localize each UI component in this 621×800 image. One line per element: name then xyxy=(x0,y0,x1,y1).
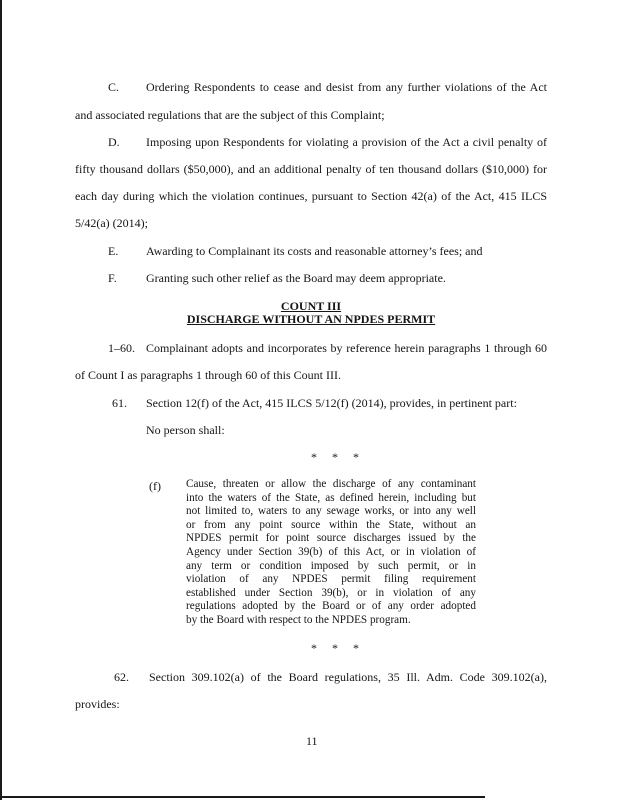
para-61-intro: No person shall: xyxy=(146,423,225,437)
item-d-line3: each day during which the violation continues, pursuant to Section 42(a) of the Act, 415 ILCS xyxy=(75,189,547,203)
item-f-text: Granting such other relief as the Board may deem appropriate. xyxy=(146,271,446,285)
para-62-line2: provides: xyxy=(75,697,120,711)
para-1-60-line2: of Count I as paragraphs 1 through 60 of this Count III. xyxy=(75,368,341,382)
item-d-label: D. xyxy=(108,135,120,149)
item-d-line1: Imposing upon Respondents for violating a provision of the Act a civil penalty of xyxy=(146,135,547,149)
quote-line: not limited to, waters to any sewage works, or into any well xyxy=(186,505,476,518)
para-61-label: 61. xyxy=(112,396,127,410)
item-f-label: F. xyxy=(108,271,117,285)
item-c-label: C. xyxy=(108,80,120,94)
ellipsis-top: * * * xyxy=(311,450,365,464)
quote-line: Agency under Section 39(b) of this Act, or in violation of xyxy=(186,545,476,558)
quote-line: or from any point source within the State, without an xyxy=(186,518,476,531)
item-c-line1: Ordering Respondents to cease and desist from any further violations of the Act xyxy=(146,80,547,94)
para-1-60-line1: Complainant adopts and incorporates by reference herein paragraphs 1 through 60 xyxy=(146,341,547,355)
ellipsis-bottom: * * * xyxy=(311,641,365,655)
item-e-text: Awarding to Complainant its costs and reasonable attorney’s fees; and xyxy=(146,244,483,258)
scan-edge-bottom xyxy=(0,796,485,798)
quote-line: Cause, threaten or allow the discharge of any contaminant xyxy=(186,478,476,490)
count-title: COUNT III xyxy=(280,299,342,313)
quote-line: violation of any NPDES permit filing requirement xyxy=(186,573,476,586)
quote-label: (f) xyxy=(149,479,161,493)
item-d-line4: 5/42(a) (2014); xyxy=(75,216,148,230)
count-subtitle: DISCHARGE WITHOUT AN NPDES PERMIT xyxy=(186,312,436,326)
para-61-text: Section 12(f) of the Act, 415 ILCS 5/12(f) (2014), provides, in pertinent part: xyxy=(146,396,517,410)
quote-line: by the Board with respect to the NPDES program. xyxy=(186,613,411,626)
quote-line: established under Section 39(b), or in violation of any xyxy=(186,586,476,599)
scan-edge-left xyxy=(0,0,2,800)
page-number: 11 xyxy=(306,734,318,748)
item-e-label: E. xyxy=(108,244,119,258)
item-c-line2: and associated regulations that are the subject of this Complaint; xyxy=(75,108,385,122)
para-62-label: 62. xyxy=(114,670,129,684)
para-62-line1: Section 309.102(a) of the Board regulations, 35 Ill. Adm. Code 309.102(a), xyxy=(149,670,547,684)
quote-line: any term or condition imposed by such permit, or in xyxy=(186,559,476,572)
para-1-60-label: 1–60. xyxy=(108,341,135,355)
quote-line: regulations adopted by the Board or of any order adopted xyxy=(186,600,476,613)
item-d-line2: fifty thousand dollars ($50,000), and an additional penalty of ten thousand dollars ($10,000) for xyxy=(75,162,547,176)
statute-quote xyxy=(186,478,476,628)
quote-line: into the waters of the State, as defined herein, including but xyxy=(186,491,476,504)
quote-line: NPDES permit for point source discharges issued by the xyxy=(186,532,476,545)
